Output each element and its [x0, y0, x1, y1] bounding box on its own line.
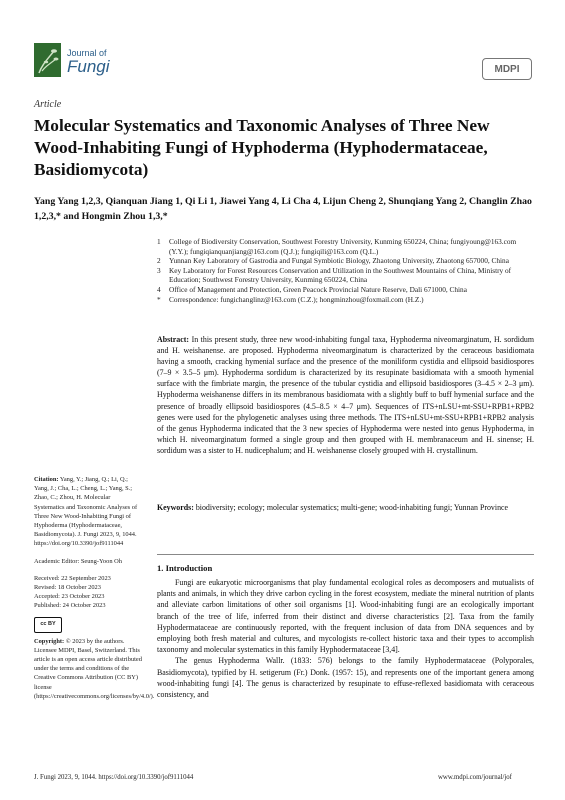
affiliation-item: [157, 285, 537, 295]
copyright-label: Copyright:: [34, 637, 65, 645]
received-date: Received: 22 September 2023: [34, 574, 111, 582]
affiliation-item: [157, 237, 537, 256]
paper-title: Molecular Systematics and Taxonomic Analyses of Three New Wood-Inhabiting Fungi of Hyphoderma (Hyphodermataceae, Basidiomycota): [34, 116, 490, 179]
keywords: [157, 502, 534, 513]
affiliation-number: 1: [157, 237, 161, 246]
affiliation-number: 2: [157, 256, 161, 266]
body-text: [157, 577, 534, 700]
paragraph: The genus Hyphoderma Wallr. (1833: 576) belongs to the family Hyphodermataceae (Polyporales, Basidiomycota), typified by H. setigerum (Fr.) Donk. (1957: 15), and represents one of the important genera among wood-inhabiting fungi [4]. The genus is characterized by resupinate to effuse-reflexed basidiomata with ceraceous consistency, and: [157, 656, 534, 700]
affiliation-number: *: [157, 294, 161, 304]
section-heading: 1. Introduction: [157, 563, 213, 573]
revised-date: Revised: 18 October 2023: [34, 584, 101, 592]
affiliation-number: 3: [157, 265, 161, 275]
citation-text[interactable]: Yang, Y.; Jiang, Q.; Li, Q.; Yang, J.; Cha, L.; Cheng, L.; Yang, S.; Zhao, C.; Zhou, H. Molecular Systematics and Taxonomic Analyses of Three New Wood-Inhabiting Fungi of Hyphoderma (Hyphodermataceae, Basidiomycota). J. Fungi 2023, 9, 1044. https://doi.org/10.3390/jof9111044: [34, 476, 138, 548]
affiliation-text: Key Laboratory for Forest Resources Conservation and Utilization in the Southwest Mountains of China, Ministry of Education; Southwest Forestry University, Kunming 650224, China: [169, 265, 512, 285]
divider: [157, 554, 534, 555]
publisher-logo: MDPI: [482, 58, 532, 80]
abstract: [157, 334, 534, 456]
journal-of-label: Journal of: [67, 48, 107, 58]
abstract-label: Abstract:: [157, 335, 189, 344]
sidebar: [34, 475, 155, 701]
affiliation-number: 4: [157, 284, 161, 294]
citation: [34, 475, 142, 549]
affiliation-text: Office of Management and Protection, Green Peacock Provincial Nature Reserve, Dali 671000, China: [169, 284, 467, 294]
citation-label: Citation:: [34, 476, 59, 483]
paragraph: Fungi are eukaryotic microorganisms that play fundamental ecological roles as decomposers and mutualists of plants and animals, in which they drive carbon cycling in the forest ecosystem, mediate the mineral nutrition of plants and alleviate carbon limitations of other soil organisms [1]. Wood-inhabiting fungi are an ecologically important branch of the tree of life, inferred from their distinct and diverse characteristics [2]. Taxa from the family Hyphodermataceae are continuously reported, with the frequent inclusion of data from DNA sequences and by employing both fresh material and cultures, and mycologists re-collect historic taxa and their types to accomplish taxonomy and molecular systematics in this family Hyphodermataceae [3,4].: [157, 578, 534, 655]
affiliations: [157, 237, 537, 304]
affiliation-text: Yunnan Key Laboratory of Gastrodia and Fungal Symbiotic Biology, Zhaotong University, Zhaotong 657000, China: [169, 256, 509, 266]
keywords-text: biodiversity; ecology; molecular systematics; multi-gene; wood-inhabiting fungi; Yunnan Province: [195, 503, 509, 512]
abstract-text: In this present study, three new wood-inhabiting fungal taxa, Hyphoderma niveomarginatum, H. sordidum and H. weishanense. are proposed. Hyphoderma niveomarginatum is characterized by the ceraceous basidiomata having a smooth, cracking hymenial surface and the presence of the moniliform cystidia and ellipsoid basidiospores (7–9 × 3.5–5 μm). Hyphoderma sordidum is characterized by its resupinate basidiomata with a smooth hymenial surface with the fimbriate margin, the presence of the tubular cystidia and ellipsoid basidiospores (3–4.5 × 2–3 μm). Hyphoderma weishanense differs in its membranous basidiomata with a slightly buff to buff hymenial surface and the presence of broadly ellipsoid basidiospores (4.5–8.5 × 4–7 μm). Sequences of ITS+nLSU+mt-SSU+RPB1+RPB2 genes were used for the phylogenetic analyses using three methods. The ITS+nLSU+mt-SSU+RPB1+RPB2 analysis of the genus Hyphoderma indicated that the 3 new species of Hyphoderma were nested into genus Hyphoderma, in which H. niveomarginatum formed a single group and then grouped with H. membranaceum and H. sinense; H. sordidum was a sister to H. nudicephalum; and H. weishanense closely grouped with H. crystallinum.: [157, 335, 534, 455]
keywords-label: Keywords:: [157, 503, 194, 512]
cc-by-icon[interactable]: cc BY: [34, 617, 62, 633]
affiliation-item: [157, 266, 537, 285]
footer-citation[interactable]: J. Fungi 2023, 9, 1044. https://doi.org/10.3390/jof9111044: [34, 774, 194, 781]
journal-logo: [34, 43, 61, 77]
journal-name: Fungi: [67, 57, 110, 76]
published-date: Published: 24 October 2023: [34, 602, 106, 610]
affiliation-text: College of Biodiversity Conservation, Southwest Forestry University, Kunming 650224, China; fungiyoung@163.com (Y.Y.); fungiqianquanjiang@163.com (Q.J.); fungiqili@163.com (Q.L.): [169, 237, 517, 256]
author-list: Yang Yang 1,2,3, Qianquan Jiang 1, Qi Li 1, Jiawei Yang 4, Li Cha 4, Lijun Cheng 2, Shunqiang Yang 2, Changlin Zhao 1,2,3,* and Hongmin Zhou 1,3,*: [34, 196, 532, 222]
footer-url[interactable]: www.mdpi.com/journal/jof: [438, 774, 512, 781]
affiliation-text: Correspondence: fungichanglinz@163.com (C.Z.); hongminzhou@foxmail.com (H.Z.): [169, 294, 424, 304]
copyright-text: © 2023 by the authors. Licensee MDPI, Basel, Switzerland. This article is an open access article distributed under the terms and conditions of the Creative Commons Attribution (CC BY) license (https://creativecommons.org/licenses/by/4.0/).: [34, 637, 155, 700]
accepted-date: Accepted: 23 October 2023: [34, 593, 105, 601]
affiliation-item: [157, 295, 537, 305]
copyright: [34, 637, 155, 701]
article-type: Article: [34, 99, 62, 110]
affiliation-item: [157, 256, 537, 266]
academic-editor: Academic Editor: Seung-Yoon Oh: [34, 557, 122, 565]
